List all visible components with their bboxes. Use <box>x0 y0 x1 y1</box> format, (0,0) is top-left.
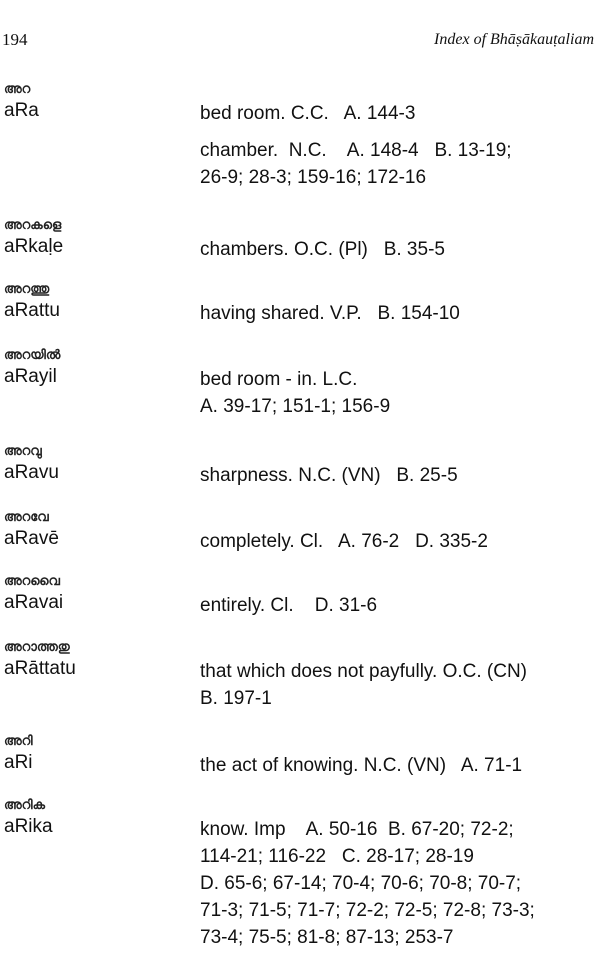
sense: completely. Cl. A. 76-2 D. 335-2 <box>200 531 488 552</box>
headword-malayalam: അറ <box>4 82 31 97</box>
senses <box>200 462 598 489</box>
headword-transliteration: aRayil <box>4 366 57 387</box>
sense: chamber. N.C. A. 148-4 B. 13-19; 26-9; 28-3; 159-16; 172-16 <box>200 140 512 188</box>
sense: chambers. O.C. (Pl) B. 35-5 <box>200 239 445 260</box>
headword-transliteration: aRi <box>4 752 33 773</box>
headword-malayalam: അറവു <box>4 444 42 459</box>
sense: sharpness. N.C. (VN) B. 25-5 <box>200 465 458 486</box>
running-title: Index of Bhāṣākauṭaliam <box>434 31 594 48</box>
headword-malayalam: അറയിൽ <box>4 348 61 363</box>
senses <box>200 528 598 555</box>
senses <box>200 816 598 951</box>
headword-transliteration: aRāttatu <box>4 658 76 679</box>
headword-transliteration: aRavai <box>4 592 64 613</box>
sense: know. Imp A. 50-16 B. 67-20; 72-2; 114-21; 116-22 C. 28-17; 28-19 D. 65-6; 67-14; 70-4; 70-6; 70-8; 70-7; 71-3; 71-5; 71-7; 72-2; 72-5; 72-8; 73-3; 73-4; 75-5; 81-8; 87-13; 253-7 <box>200 819 535 948</box>
sense: that which does not payfully. O.C. (CN) B. 197-1 <box>200 661 527 709</box>
headword-malayalam: അറാത്തതു <box>4 640 70 655</box>
headword-transliteration: aRkaḷe <box>4 236 64 257</box>
headword-malayalam: അറകളെ <box>4 218 62 233</box>
page-number: 194 <box>2 30 28 49</box>
headword-transliteration: aRa <box>4 100 39 121</box>
senses <box>200 100 598 191</box>
headword-transliteration: aRika <box>4 816 53 837</box>
headword-malayalam: അറവേ <box>4 510 49 525</box>
headword-malayalam: അറവൈ <box>4 574 60 589</box>
senses <box>200 300 598 327</box>
senses <box>200 658 598 712</box>
sense: the act of knowing. N.C. (VN) A. 71-1 <box>200 755 523 776</box>
sense: bed room. C.C. A. 144-3 <box>200 103 416 124</box>
sense: entirely. Cl. D. 31-6 <box>200 595 378 616</box>
headword-transliteration: aRavē <box>4 528 59 549</box>
headword-malayalam: അറിക <box>4 798 45 813</box>
headword-malayalam: അറത്തു <box>4 282 50 297</box>
senses <box>200 366 598 420</box>
sense: having shared. V.P. B. 154-10 <box>200 303 460 324</box>
headword-transliteration: aRattu <box>4 300 60 321</box>
senses <box>200 236 598 263</box>
sense: bed room - in. L.C. A. 39-17; 151-1; 156-9 <box>200 369 391 417</box>
senses <box>200 592 598 619</box>
headword-malayalam: അറി <box>4 734 33 749</box>
senses <box>200 752 598 779</box>
headword-transliteration: aRavu <box>4 462 59 483</box>
